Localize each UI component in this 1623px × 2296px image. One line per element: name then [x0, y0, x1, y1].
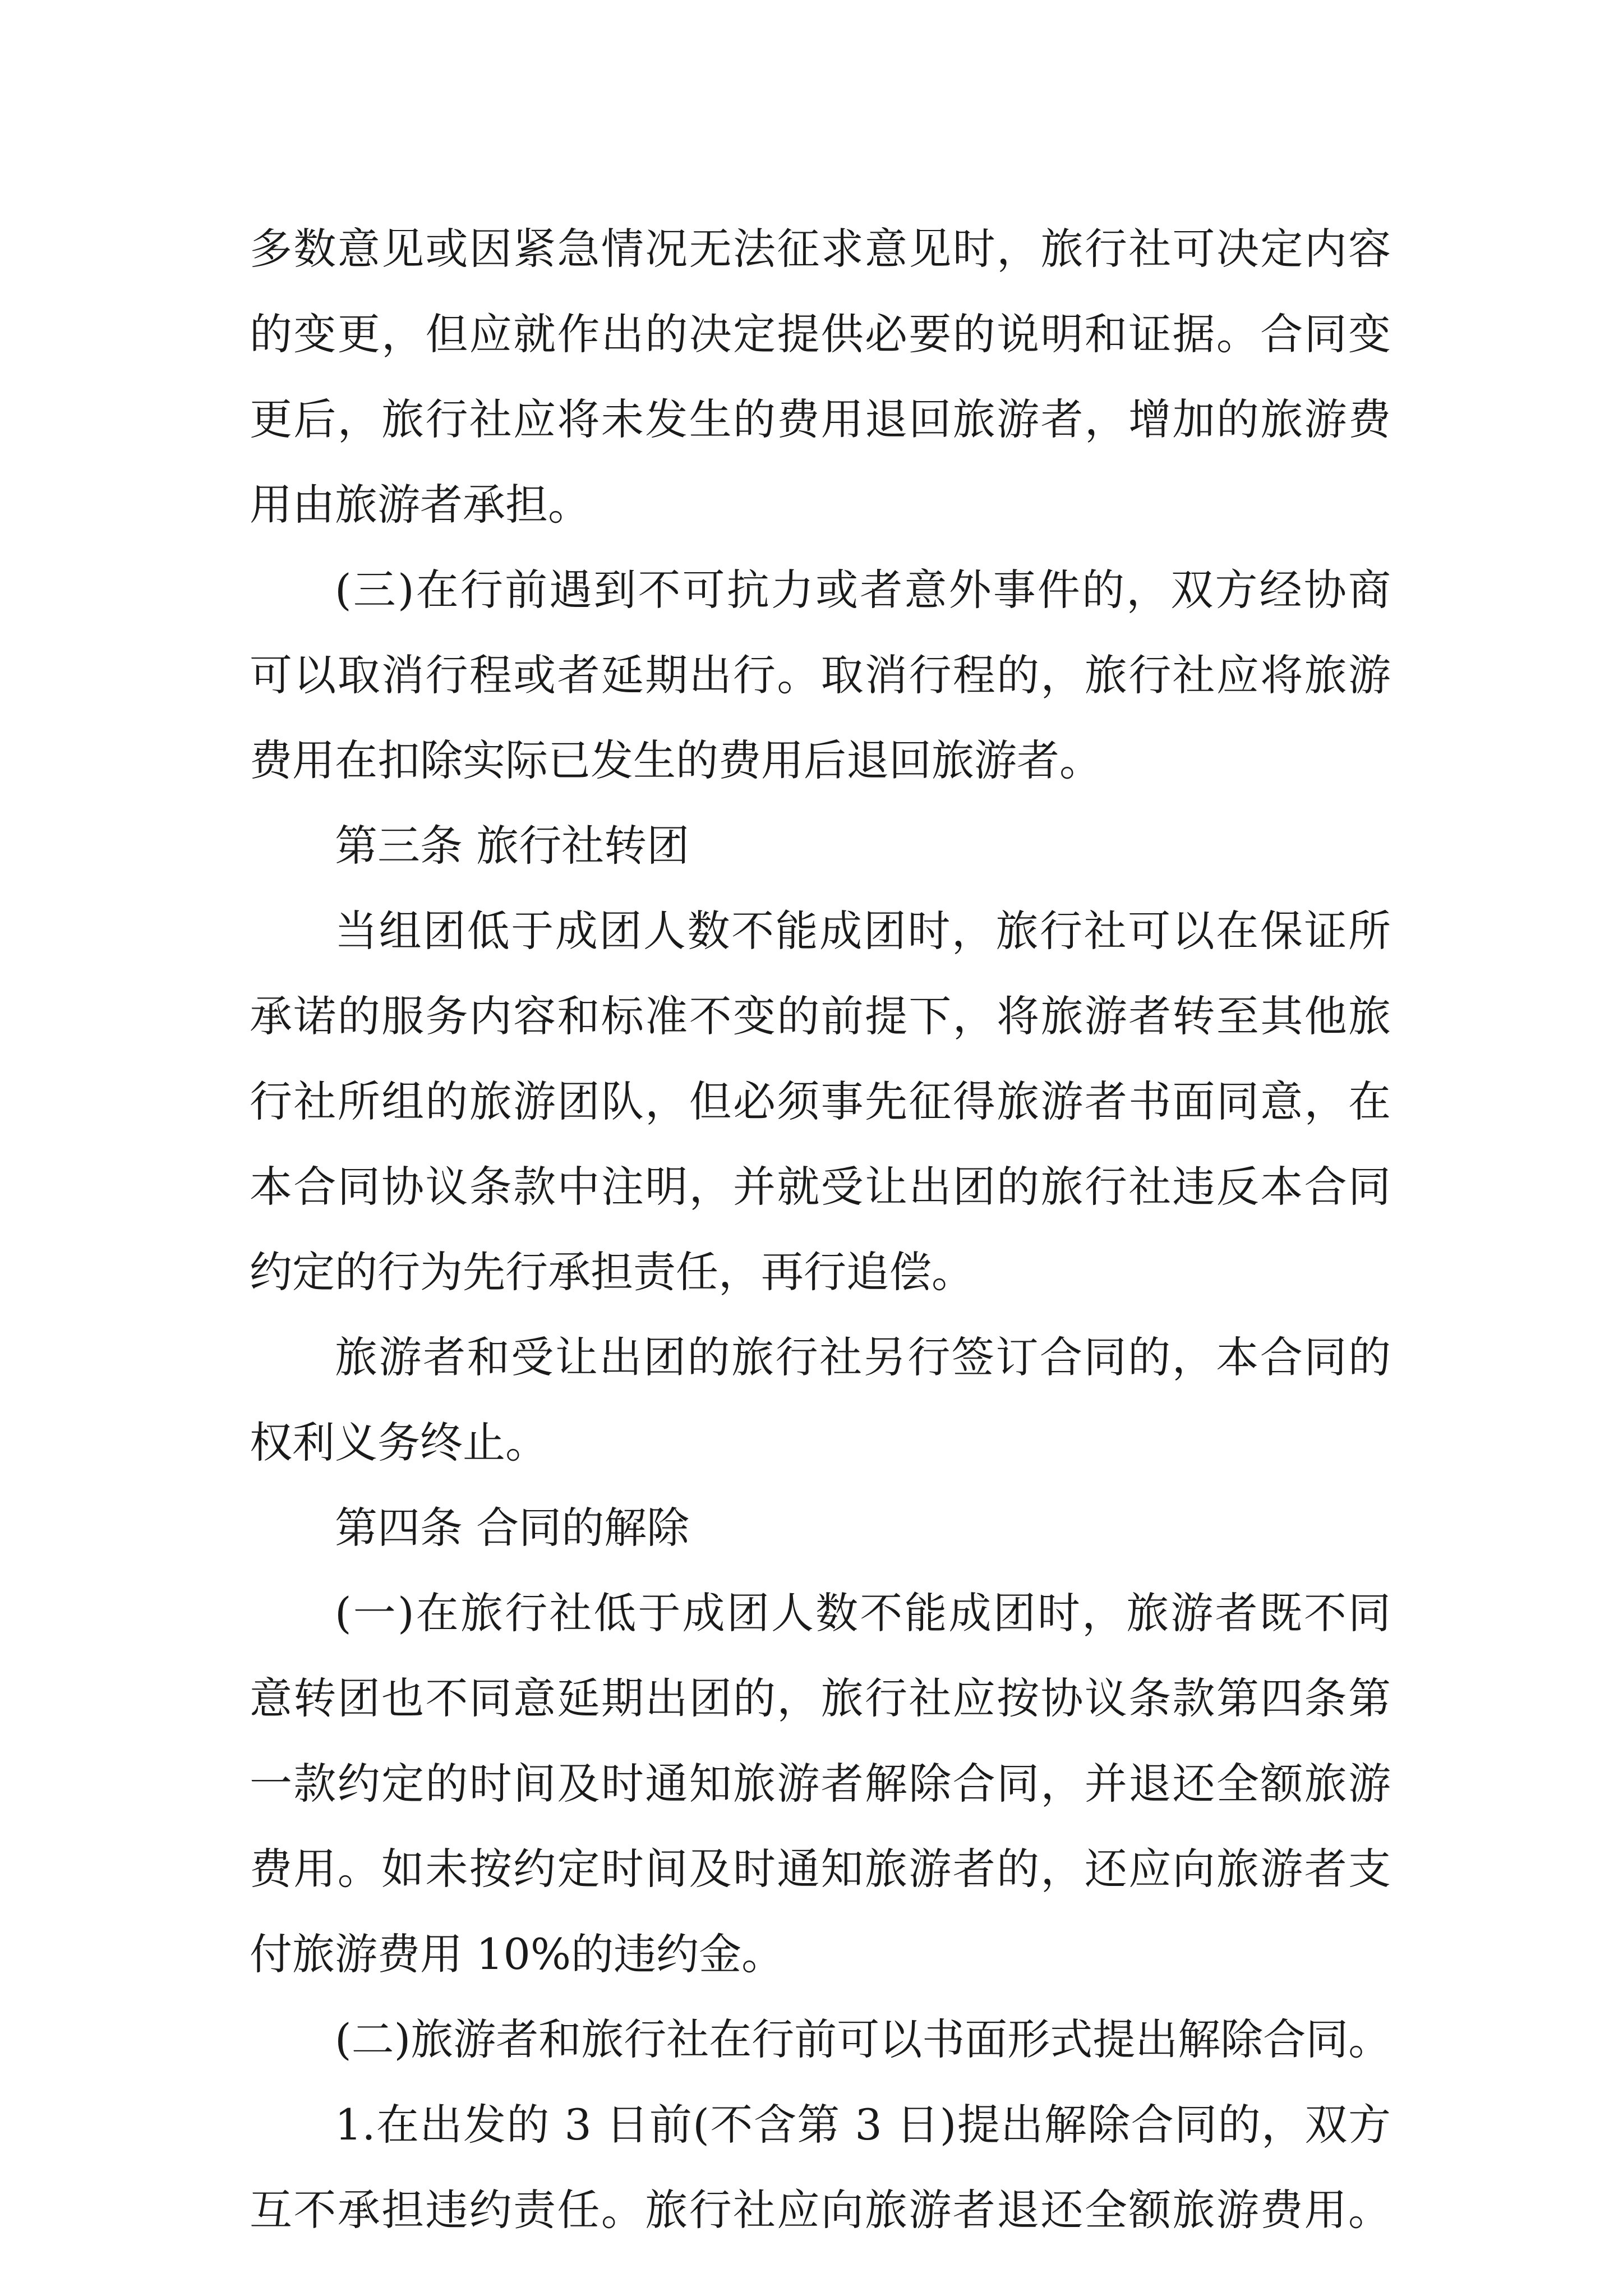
text-line: 1.在出发的 3 日前(不含第 3 日)提出解除合同的，双方 [335, 2100, 1391, 2150]
text-line: (二)旅游者和旅行社在行前可以书面形式提出解除合同。 [335, 2014, 1391, 2064]
text-line: 一款约定的时间及时通知旅游者解除合同，并退还全额旅游 [250, 1759, 1391, 1809]
text-line: 意转团也不同意延期出团的，旅行社应按协议条款第四条第 [250, 1673, 1391, 1723]
text-line: 本合同协议条款中注明，并就受让出团的旅行社违反本合同 [250, 1162, 1391, 1212]
text-line: 费用。如未按约定时间及时通知旅游者的，还应向旅游者支 [250, 1844, 1391, 1894]
document-body [250, 206, 1391, 2253]
text-line: 互不承担违约责任。旅行社应向旅游者退还全额旅游费用。 [250, 2185, 1391, 2235]
text-line: 权利义务终止。 [250, 1418, 548, 1467]
text-line: 约定的行为先行承担责任，再行追偿。 [250, 1247, 974, 1297]
text-line: 承诺的服务内容和标准不变的前提下，将旅游者转至其他旅 [250, 991, 1391, 1041]
text-line: 行社所组的旅游团队，但必须事先征得旅游者书面同意，在 [250, 1076, 1391, 1126]
section-heading: 第三条 旅行社转团 [335, 821, 690, 871]
text-line: 可以取消行程或者延期出行。取消行程的，旅行社应将旅游 [250, 650, 1391, 700]
text-line: 旅游者和受让出团的旅行社另行签订合同的，本合同的 [335, 1332, 1391, 1382]
text-line: 用由旅游者承担。 [250, 480, 591, 530]
text-line: (三)在行前遇到不可抗力或者意外事件的，双方经协商 [335, 565, 1391, 615]
text-line: 费用在扣除实际已发生的费用后退回旅游者。 [250, 735, 1102, 785]
text-line: 当组团低于成团人数不能成团时，旅行社可以在保证所 [335, 906, 1391, 956]
text-line: 付旅游费用 10%的违约金。 [250, 1929, 785, 1979]
text-line: (一)在旅行社低于成团人数不能成团时，旅游者既不同 [335, 1588, 1391, 1638]
text-line: 更后，旅行社应将未发生的费用退回旅游者，增加的旅游费 [250, 394, 1391, 444]
text-line: 多数意见或因紧急情况无法征求意见时，旅行社可决定内容 [250, 224, 1391, 274]
text-line: 的变更，但应就作出的决定提供必要的说明和证据。合同变 [250, 309, 1391, 359]
section-heading: 第四条 合同的解除 [335, 1503, 690, 1553]
